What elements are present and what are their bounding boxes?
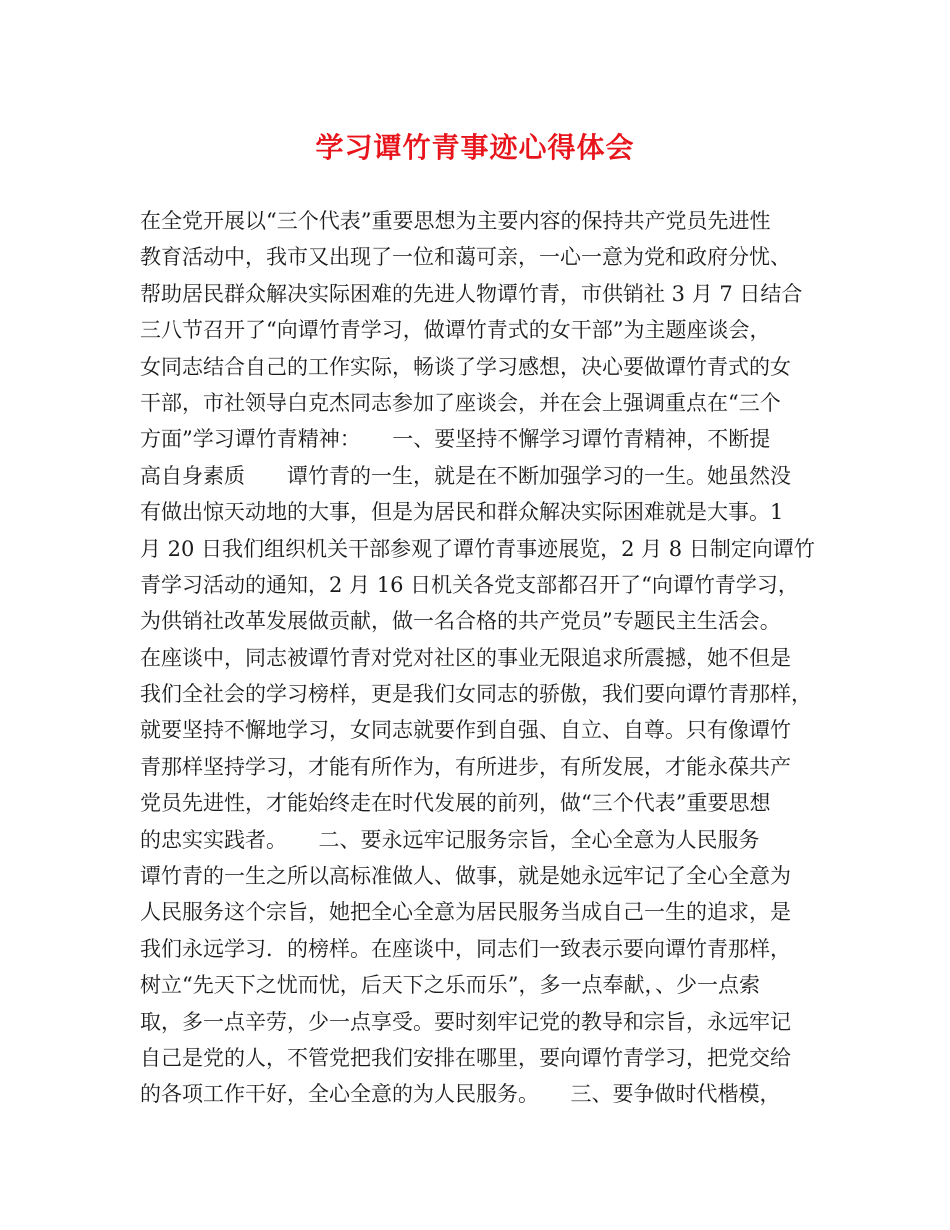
- body-line: 树立“先天下之忧而忧，后天下之乐而乐”，多一点奉献，、少一点索: [140, 973, 760, 998]
- body-line: 月 20 日我们组织机关干部参观了谭竹青事迹展览，2 月 8 日制定向谭竹: [140, 536, 815, 561]
- body-line: 高自身素质 谭竹青的一生，就是在不断加强学习的一生。她虽然没: [140, 463, 791, 488]
- body-line: 有做出惊天动地的大事，但是为居民和群众解决实际困难就是大事。1: [140, 500, 784, 525]
- body-line: 在座谈中，同志被谭竹青对党对社区的事业无限追求所震撼，她不但是: [140, 645, 791, 670]
- body-line: 为供销社改革发展做贡献，做一名合格的共产党员”专题民主生活会。: [140, 609, 781, 634]
- body-line: 三八节召开了“向谭竹青学习，做谭竹青式的女干部”为主题座谈会，: [140, 318, 771, 343]
- body-line: 方面”学习谭竹青精神： 一、要坚持不懈学习谭竹青精神，不断提: [140, 427, 771, 452]
- body-line: 我们全社会的学习榜样，更是我们女同志的骄傲，我们要向谭竹青那样，: [140, 682, 812, 707]
- body-line: 青学习活动的通知，2 月 16 日机关各党支部都召开了“向谭竹青学习，: [140, 572, 799, 597]
- body-line: 的各项工作干好，全心全意的为人民服务。 三、要争做时代楷模，: [140, 1082, 781, 1107]
- body-line: 在全党开展以“三个代表”重要思想为主要内容的保持共产党员先进性: [140, 209, 771, 233]
- body-line: 帮助居民群众解决实际困难的先进人物谭竹青，市供销社 3 月 7 日结合: [140, 281, 803, 306]
- document-title: 学习谭竹青事迹心得体会: [315, 131, 635, 164]
- body-line: 就要坚持不懈地学习，女同志就要作到自强、自立、自尊。只有像谭竹: [140, 718, 791, 743]
- body-line: 党员先进性，才能始终走在时代发展的前列，做“三个代表”重要思想: [140, 791, 771, 816]
- body-line: 谭竹青的一生之所以高标准做人、做事，就是她永远牢记了全心全意为: [140, 864, 791, 889]
- document-body: [140, 203, 820, 1113]
- body-line: 教育活动中，我市又出现了一位和蔼可亲，一心一意为党和政府分忧、: [140, 245, 791, 270]
- body-line: 的忠实实践者。 二、要永远牢记服务宗旨，全心全意为人民服务: [140, 827, 781, 852]
- body-line: 干部，市社领导白克杰同志参加了座谈会，并在会上强调重点在“三个: [140, 390, 781, 415]
- body-line: 青那样坚持学习，才能有所作为，有所进步，有所发展，才能永葆共产: [140, 754, 791, 779]
- body-line: 女同志结合自己的工作实际，畅谈了学习感想，决心要做谭竹青式的女: [140, 354, 791, 379]
- body-line: 取，多一点辛劳，少一点享受。要时刻牢记党的教导和宗旨，永远牢记: [140, 1009, 791, 1034]
- body-line: 自己是党的人，不管党把我们安排在哪里，要向谭竹青学习，把党交给: [140, 1045, 791, 1070]
- body-line: 我们永远学习．的榜样。在座谈中，同志们一致表示要向谭竹青那样，: [140, 936, 791, 961]
- body-line: 人民服务这个宗旨，她把全心全意为居民服务当成自己一生的追求，是: [140, 900, 791, 925]
